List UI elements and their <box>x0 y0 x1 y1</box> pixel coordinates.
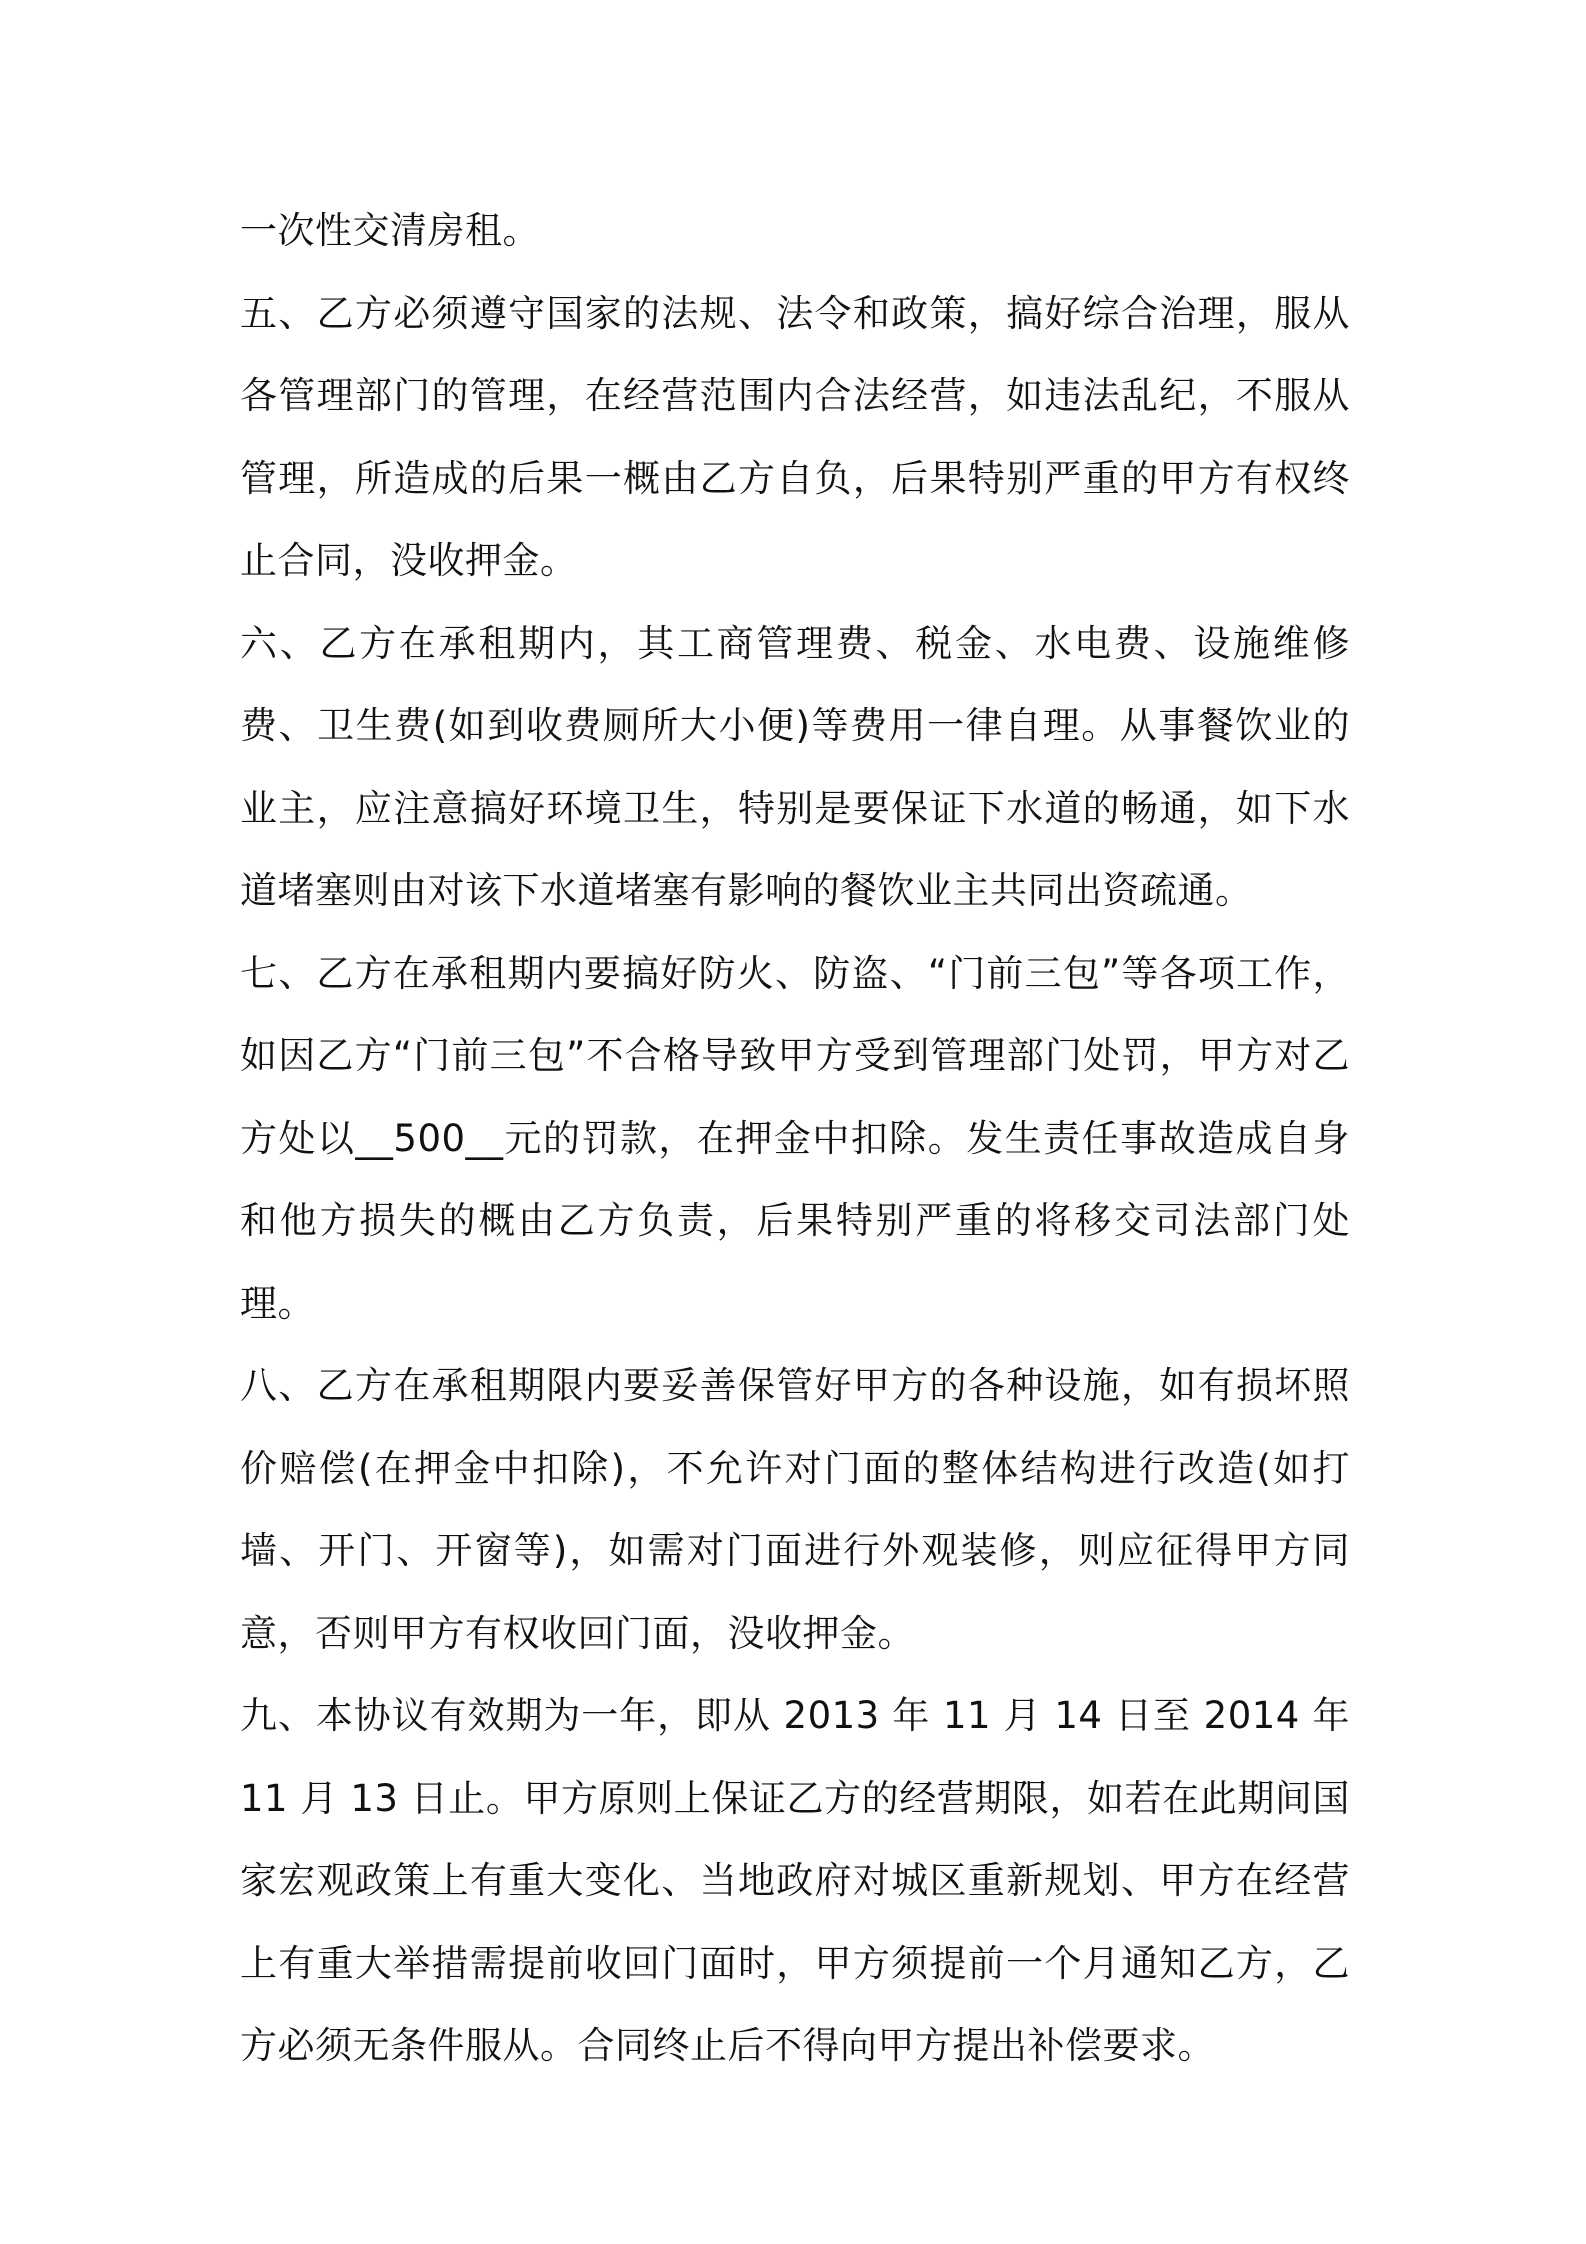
paragraph-clause-7: 七、乙方在承租期内要搞好防火、防盗、“门前三包”等各项工作，如因乙方“门前三包”不合格导致甲方受到管理部门处罚，甲方对乙方处以__500__元的罚款，在押金中扣除。发生责任事故造成自身和他方损失的概由乙方负责，后果特别严重的将移交司法部门处理。 <box>240 951 1350 1325</box>
paragraph-clause-6: 六、乙方在承租期内，其工商管理费、税金、水电费、设施维修费、卫生费(如到收费厕所大小便)等费用一律自理。从事餐饮业的业主，应注意搞好环境卫生，特别是要保证下水道的畅通，如下水道堵塞则由对该下水道堵塞有影响的餐饮业主共同出资疏通。 <box>240 621 1350 912</box>
paragraph-clause-5: 五、乙方必须遵守国家的法规、法令和政策，搞好综合治理，服从各管理部门的管理，在经营范围内合法经营，如违法乱纪，不服从管理，所造成的后果一概由乙方自负，后果特别严重的甲方有权终止合同，没收押金。 <box>240 291 1350 582</box>
paragraph-rent-payment: 一次性交清房租。 <box>240 209 540 252</box>
contract-body <box>240 190 1350 2088</box>
paragraph-clause-9: 九、本协议有效期为一年，即从 2013 年 11 月 14 日至 2014 年 11 月 13 日止。甲方原则上保证乙方的经营期限，如若在此期间国家宏观政策上有重大变化、当地政府对城区重新规划、甲方在经营上有重大举措需提前收回门面时，甲方须提前一个月通知乙方，乙方必须无条件服从。合同终止后不得向甲方提出补偿要求。 <box>240 1694 1350 2067</box>
paragraph-clause-8: 八、乙方在承租期限内要妥善保管好甲方的各种设施，如有损坏照价赔偿(在押金中扣除)，不允许对门面的整体结构进行改造(如打墙、开门、开窗等)，如需对门面进行外观装修，则应征得甲方同意，否则甲方有权收回门面，没收押金。 <box>240 1364 1350 1655</box>
